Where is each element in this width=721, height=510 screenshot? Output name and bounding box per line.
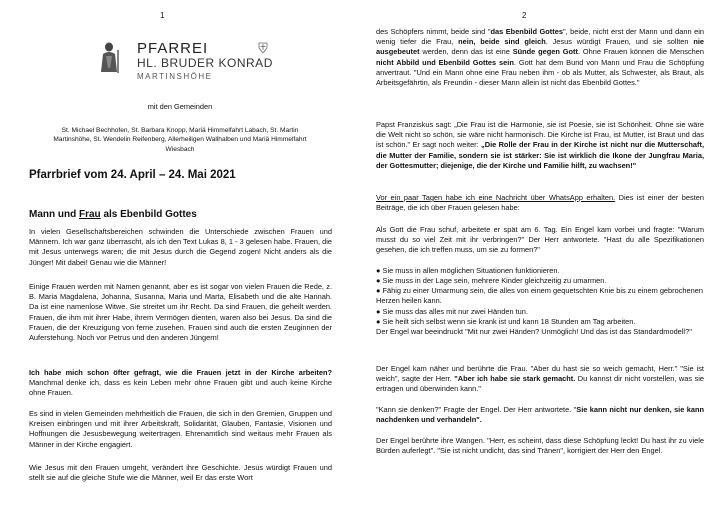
logo-line-2: HL. BRUDER KONRAD [137, 56, 273, 70]
bullet-item: ● Sie muss das alles mit nur zwei Händen tun. [376, 307, 528, 316]
text-bold: Sie kann nicht nur denken, sie kann nachdenken und verhandeln". [376, 405, 704, 425]
paragraph: Der Engel berührte ihre Wangen. "Herr, es scheint, dass diese Schöpfung leckt! Du hast ihr zu viele Bürden auferlegt". "Sie ist nicht undicht, das sind Tränen", korrigiert der Herr den Engel. [376, 436, 704, 456]
article-title-pre: Mann und [29, 209, 79, 220]
text-run: Du kannst dir nicht vorstellen, was sie ertragen und überwinden kann." [376, 374, 704, 394]
bullet-item: ● Fähig zu einer Umarmung sein, die alles von einem gequetschten Knie bis zu einem gebrochenen Herzen heilen kann. [376, 286, 703, 306]
paragraph: Es sind in vielen Gemeinden mehrheitlich die Frauen, die sich in den Gremien, Gruppen und Kreisen einbringen und mit ihrer Arbeitskraft, Solidarität, Glauben, Fantasie, Visionen und Hoffnungen die Jesusbewegung weitertragen. Ehrenamtlich sind weitaus mehr Frauen als Männer in der Kirche engagiert. [29, 409, 332, 449]
page-number: 2 [522, 11, 527, 20]
paragraph: Als Gott die Frau schuf, arbeitete er spät am 6. Tag. Ein Engel kam vorbei und fragte: "Warum musst du so viel Zeit mit ihr verbringen?" Der Herr antwortete. "Hast du alle Spezifikationen gesehen, die ich treffen muss, um sie zu formen?" [376, 225, 704, 255]
paragraph: In vielen Gesellschaftsbereichen schwinden die Unterschiede zwischen Frauen und Männern. Ich war ganz überrascht, als ich den Text Lukas 8, 1 - 3 gelesen habe. Frauen, die mit Jesus unterwegs waren; die mit Jesus durch die Gegend zogen! Nicht anders als die Jünger! Mit dabei! Genau wie die Männer! [29, 227, 332, 267]
text-run: "Kann sie denken?" Fragte der Engel. Der Herr antwortete. " [376, 405, 577, 414]
communities-intro: mit den Gemeinden [147, 102, 213, 111]
article-title-post: als Ebenbild Gottes [100, 209, 197, 220]
text-run: Papst Franziskus sagt: „Die Frau ist die Harmonie, sie ist Poesie, sie ist Schönheit. Ohne sie wäre die Welt nicht so schön, sie wäre nicht harmonisch. Die Kirche ist Frau, ist Mutter, ist Braut und das ist schön." Er sagt noch weiter: [376, 120, 704, 150]
bullet-item: ● Sie muss in allen möglichen Situationen funktionieren. [376, 266, 560, 275]
paragraph [376, 27, 704, 88]
text-run: werden, denn das ist eine [419, 47, 513, 57]
text-run: Dies ist einer der besten Beiträge, die ich über Frauen gelesen habe: [376, 193, 704, 213]
paragraph [376, 120, 704, 171]
article-title [29, 209, 197, 220]
paragraph [376, 405, 704, 425]
bruder-konrad-icon [97, 42, 121, 74]
paragraph [29, 368, 332, 399]
right-page [361, 0, 721, 510]
newsletter-title: Pfarrbrief vom 24. April – 24. Mai 2021 [29, 169, 236, 181]
text-run: Der Engel kam näher und berührte die Frau. "Aber du hast sie so weich gemacht, Herr." "Sie ist weich", sagte der Herr. [376, 364, 704, 384]
paragraph-bold: Ich habe mich schon öfter gefragt, wie die Frauen jetzt in der Kirche arbeiten? [29, 368, 332, 377]
article-title-underlined: Frau [79, 209, 101, 220]
text-bold: Sünde gegen Gott [512, 47, 578, 57]
logo-line-1: PFARREI [137, 40, 209, 57]
text-bold: "Aber ich habe sie stark gemacht. [454, 374, 576, 384]
text-run: ", beide, nicht erst der Mann und dann ein wenig tiefer die Frau, [376, 27, 704, 47]
paragraph: Wie Jesus mit den Frauen umgeht, verändert ihre Geschichte. Jesus würdigt Frauen und stellt sie auf die gleiche Stufe wie die Männer, weil Er das erste Wort [29, 463, 332, 483]
paragraph: Der Engel war beeindruckt "Mit nur zwei Händen? Unmöglich! Und das ist das Standardmodell?" [376, 327, 692, 336]
text-run: des Schöpfers nimmt, beide sind " [376, 27, 491, 36]
text-run: . Gott hat dem Bund von Mann und Frau die Schöpfung anvertraut. "Und ein Mann ohne eine Frau neben ihm - ob als Mutter, als Schwester, als Braut, als Arbeitsgefährtin, als Freundin - dieser Mann allein ist nicht das Ebenbild Gottes." [376, 57, 704, 88]
text-bold: nicht Abbild und Ebenbild Gottes sein [376, 57, 514, 67]
page-number: 1 [160, 11, 165, 20]
paragraph: Einige Frauen werden mit Namen genannt, aber es ist sogar von vielen Frauen die Rede, z. B. Maria Magdalena, Johanna, Susanna, Maria und Marta, Elisabeth und die alte Hannah. Da ist eine namenlose Witwe. Sie streitet um ihr Recht. Da sind Frauen, die geheilt werden. Frauen, die ihm mit ihrer Habe, ihrem Vermögen dienten, waren also bei Jesus. Da sind die Frauen, die der Kreuzigung von ferne zusehen. Frauen sind auch die ersten Zeuginnen der Auferstehung. Noch vor Petrus und den anderen Jüngern! [29, 282, 332, 343]
communities-list: St. Michael Bechhofen, St. Barbara Knopp, Mariä Himmelfahrt Labach, St. Martin Martinshöhe, St. Wendelin Reifenberg, Allerheiligen Wallhalben und Mariä Himmelfahrt Wiesbach [53, 127, 307, 153]
paragraph [376, 364, 704, 395]
logo-line-3: MARTINSHÖHE [137, 72, 213, 81]
crest-icon [258, 42, 268, 53]
text-bold: das Ebenbild Gottes [490, 27, 563, 36]
bullet-item: ● Sie muss in der Lage sein, mehrere Kinder gleichzeitig zu umarmen. [376, 276, 607, 285]
text-underlined: Vor ein paar Tagen habe ich eine Nachricht über WhatsApp erhalten. [376, 193, 616, 202]
text-bold: nein, beide sind gleich [458, 37, 546, 47]
text-bold: „Die Rolle der Frau in der Kirche ist nicht nur die Mutterschaft, die Mutter der Familie, sondern sie ist stärker: Sie ist wirklich die Ikone der Jungfrau Maria, der Gottesmutter; diejenige, die der Kirche und Familie hilft, zu wachsen!" [376, 140, 705, 170]
text-bold: nie ausgebeutet [376, 37, 704, 57]
parish-logo [97, 42, 287, 102]
left-page [0, 0, 360, 510]
bullet-item: ● Sie heilt sich selbst wenn sie krank ist und kann 18 Stunden am Tag arbeiten. [376, 317, 636, 326]
text-run: . Jesus würdigt Frauen, und sie sollten [545, 37, 694, 47]
paragraph [376, 193, 704, 213]
paragraph-rest: Manchmal denke ich, dass es kein Leben mehr ohne Frauen gibt und auch keine Kirche ohne Frauen. [29, 378, 332, 398]
text-run: . Ohne Frauen können die Menschen [577, 47, 704, 57]
